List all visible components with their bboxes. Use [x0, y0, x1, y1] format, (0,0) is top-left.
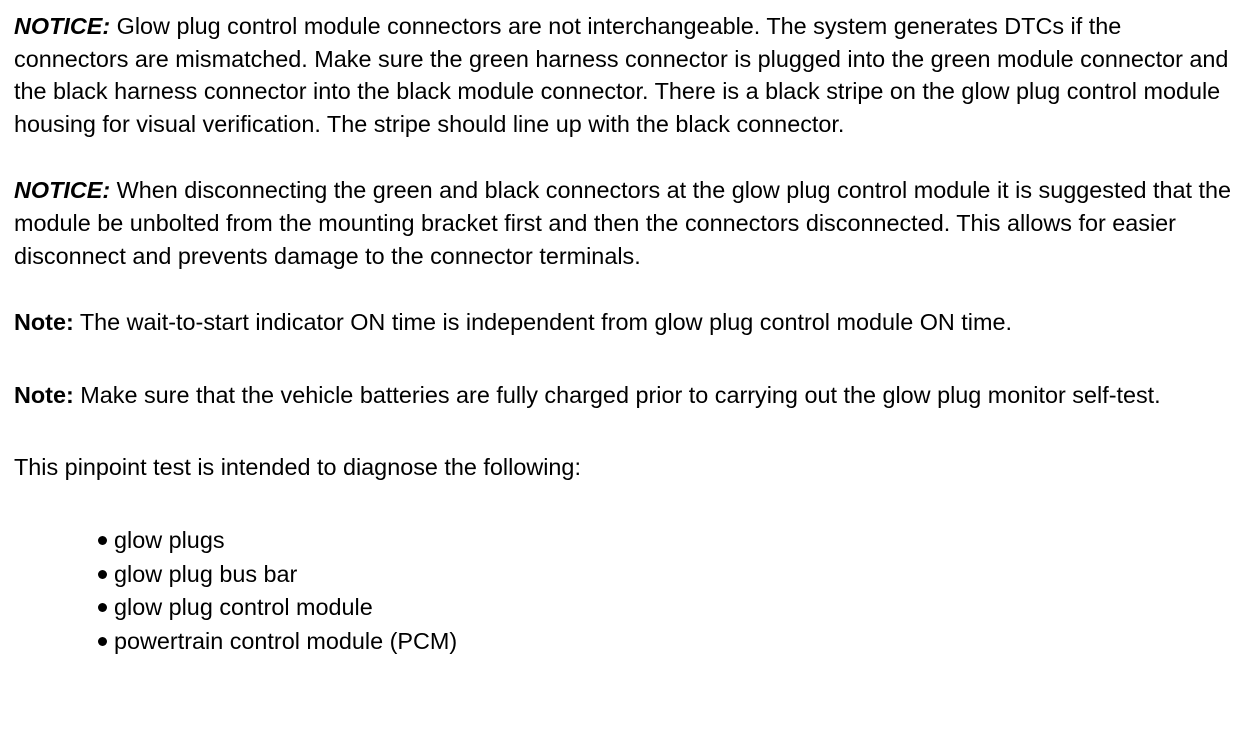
list-item-text: glow plug bus bar: [114, 560, 298, 587]
note-paragraph: [14, 306, 1234, 339]
notice-label: NOTICE:: [14, 177, 111, 204]
diagnose-list: [14, 524, 1234, 658]
notice-text: Glow plug control module connectors are not interchangeable. The system generates DTCs if the connectors are mismatched. Make sure the green harness connector is plugged into the green module connector and the black harness connector into the black module connector. There is a black stripe on the glow plug control module housing for visual verification. The stripe should line up with the black connector.: [14, 13, 1229, 137]
list-item: [98, 591, 1234, 625]
note-text: Make sure that the vehicle batteries are fully charged prior to carrying out the glow plug monitor self-test.: [73, 381, 1161, 408]
list-item: [98, 558, 1234, 592]
bullet-icon: [98, 536, 107, 545]
list-item-text: glow plugs: [114, 526, 225, 553]
list-item: [98, 524, 1234, 558]
notice-paragraph: [14, 174, 1234, 272]
notice-paragraph: [14, 10, 1234, 140]
bullet-icon: [98, 570, 107, 579]
notice-label: NOTICE:: [14, 13, 111, 39]
bullet-icon: [98, 603, 107, 612]
list-item-text: powertrain control module (PCM): [114, 627, 458, 654]
note-label: Note:: [14, 309, 74, 336]
bullet-icon: [98, 637, 107, 646]
note-label: Note:: [14, 381, 74, 408]
list-item-text: glow plug control module: [114, 594, 373, 621]
note-paragraph: [14, 379, 1234, 412]
note-text: The wait-to-start indicator ON time is independent from glow plug control module ON time.: [73, 309, 1012, 336]
list-item: [98, 625, 1234, 659]
notice-text: When disconnecting the green and black connectors at the glow plug control module it is suggested that the module be unbolted from the mounting bracket first and then the connectors disconnected. This allows for easier disconnect and prevents damage to the connector terminals.: [14, 177, 1231, 269]
intro-text: This pinpoint test is intended to diagnose the following:: [14, 454, 581, 481]
